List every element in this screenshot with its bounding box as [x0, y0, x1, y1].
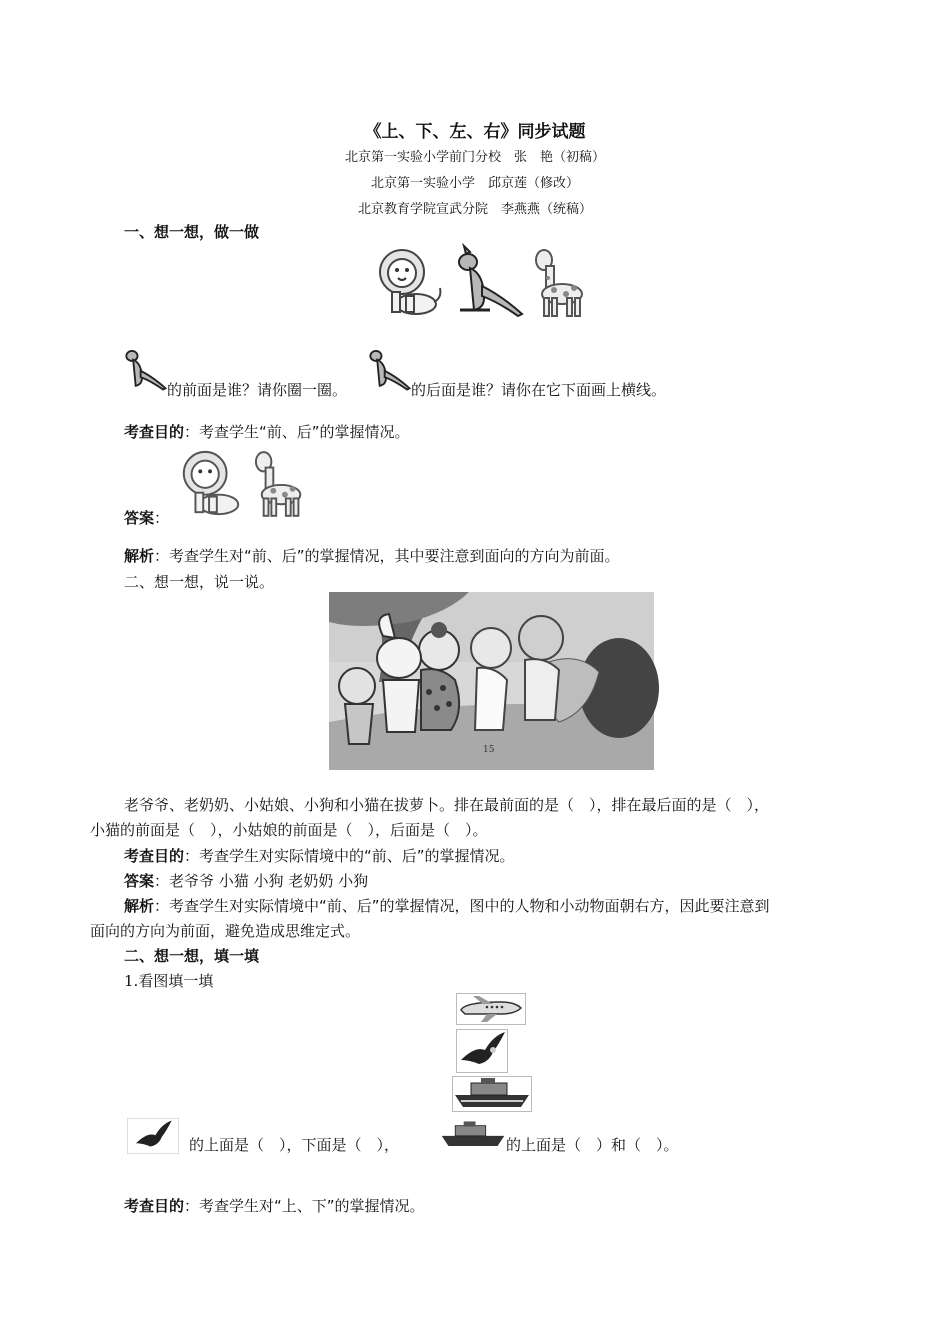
eagle-inline-image [127, 1118, 179, 1154]
kangaroo-illustration [454, 246, 524, 320]
pulling-radish-illustration [329, 592, 654, 770]
answer-text: ：老爷爷 小猫 小狗 老奶奶 小狗 [154, 872, 369, 890]
analysis-text: ：考查学生对实际情境中“前、后”的掌握情况，图中的人物和小动物面朝右方，因此要注意到 [154, 897, 770, 915]
purpose-text: ：考查学生对“上、下”的掌握情况。 [184, 1197, 425, 1215]
image-page-number: 15 [483, 745, 495, 755]
section-2-heading: 二、想一想，说一说。 [124, 573, 275, 591]
purpose-label: 考查目的 [124, 1197, 185, 1215]
question-back: 的后面是谁？请你在它下面画上横线。 [411, 381, 667, 399]
analysis-2-line-2: 面向的方向为前面，避免造成思维定式。 [90, 922, 361, 940]
analysis-2-line-1 [124, 894, 770, 919]
airplane-image [456, 993, 526, 1025]
analysis-label: 解析 [124, 547, 155, 565]
giraffe-illustration [534, 246, 592, 318]
purpose-1 [124, 420, 410, 445]
question-2-line-1: 老爷爷、老奶奶、小姑娘、小狗和小猫在拔萝卜。排在最前面的是（ ），排在最后面的是（ ）， [124, 796, 770, 814]
answer-1: 答案： [124, 509, 170, 527]
ship-image [452, 1076, 532, 1112]
purpose-text: ：考查学生“前、后”的掌握情况。 [184, 423, 410, 441]
section-3-heading: 二、想一想，填一填 [124, 947, 260, 965]
eagle-image [456, 1029, 508, 1073]
section-1-heading: 一、想一想，做一做 [124, 223, 260, 241]
purpose-text: ：考查学生对实际情境中的“前、后”的掌握情况。 [184, 847, 515, 865]
question-3-part-1: 的上面是（ ），下面是（ ）， [189, 1136, 400, 1154]
document-title: 《上、下、左、右》同步试题 [364, 122, 586, 142]
subquestion-title: 看图填一填 [138, 972, 214, 990]
author-line-1: 北京第一实验小学前门分校 张 艳（初稿） [344, 150, 605, 165]
airplane-icon [457, 994, 525, 1024]
ship-inline-icon [440, 1118, 506, 1152]
purpose-2 [124, 844, 515, 869]
kangaroo-small-icon [366, 346, 412, 392]
eagle-icon [457, 1030, 507, 1072]
purpose-3 [124, 1194, 425, 1219]
answer-label: 答案 [124, 872, 155, 890]
lion-illustration [372, 246, 444, 318]
analysis-label: 解析 [124, 897, 155, 915]
subquestion-number: 1. [124, 972, 139, 990]
eagle-icon [128, 1119, 178, 1153]
author-line-3: 北京教育学院宣武分院 李燕燕（统稿） [357, 202, 592, 217]
question-2-line-2: 小猫的前面是（ ），小姑娘的前面是（ ），后面是（ ）。 [90, 821, 488, 839]
ship-icon [453, 1077, 531, 1111]
lion-answer-illustration [176, 448, 246, 518]
kangaroo-small-icon [122, 346, 168, 392]
purpose-label: 考查目的 [124, 423, 185, 441]
author-line-2: 北京第一实验小学 邱京莲（修改） [370, 176, 579, 191]
analysis-1 [124, 544, 620, 569]
question-front: 的前面是谁？请你圈一圈。 [167, 381, 348, 399]
question-3-part-2: 的上面是（ ）和（ ）。 [506, 1136, 679, 1154]
answer-label: 答案 [124, 509, 155, 527]
subquestion-1 [124, 969, 213, 994]
answer-2 [124, 869, 368, 894]
analysis-text: ：考查学生对“前、后”的掌握情况，其中要注意到面向的方向为前面。 [154, 547, 620, 565]
purpose-label: 考查目的 [124, 847, 185, 865]
giraffe-answer-illustration [254, 448, 310, 518]
